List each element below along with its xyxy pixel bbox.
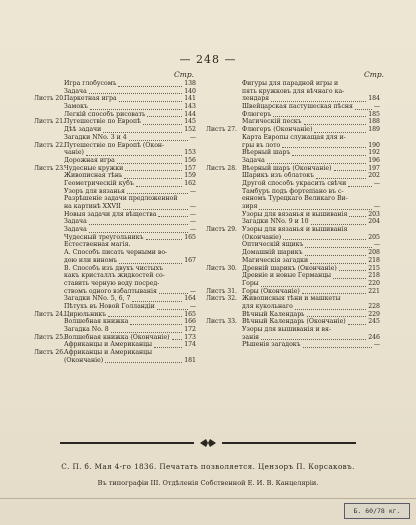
entry-page: 229 [368, 310, 380, 318]
leader-dots [129, 134, 188, 141]
entry-page: 144 [184, 110, 196, 118]
leader-dots [89, 226, 188, 233]
toc-entry [206, 134, 380, 142]
leader-dots [348, 318, 366, 325]
entry-page: 197 [368, 164, 380, 172]
entry-title: Магическій пескъ [242, 118, 302, 126]
toc-entry [34, 249, 196, 257]
leader-dots [267, 157, 366, 164]
toc-entry [34, 172, 196, 180]
toc-entry [206, 234, 380, 242]
entry-title: Древніе и новые Германцы [242, 272, 332, 280]
leader-dots [154, 341, 182, 348]
leader-dots [310, 257, 366, 264]
entry-title: Загадки NNо. 3 и 4 [64, 133, 127, 141]
toc-entry [206, 341, 380, 349]
entry-page: 156 [184, 156, 196, 164]
sheet-label: Листъ 30. [206, 264, 237, 272]
toc-entry [206, 241, 380, 249]
entry-page: 246 [368, 333, 380, 341]
entry-title: Задача [64, 226, 87, 234]
toc-entry [206, 311, 380, 319]
sheet-label: Листъ 33. [206, 318, 237, 326]
leader-dots [125, 165, 182, 172]
leader-dots [305, 241, 372, 248]
toc-entry [34, 234, 196, 242]
page-number: — 248 — [179, 53, 237, 66]
entry-page: — [189, 187, 196, 195]
toc-entry [206, 203, 380, 211]
toc-entry [206, 126, 380, 134]
sheet-label: Листъ 29. [206, 226, 237, 234]
entry-page: 145 [184, 118, 196, 126]
entry-title: Магическія загадки [242, 256, 309, 264]
toc-entry [34, 265, 196, 273]
sheet-label: Листъ 28. [206, 164, 237, 172]
entry-title: Задача [242, 156, 265, 164]
entry-title: Африканцы и Американцы [64, 341, 153, 349]
toc-entry [34, 118, 196, 126]
entry-title: Вѣерный шаръ (Окончаніе) [242, 164, 332, 172]
entry-title: Древній шарикъ (Окончаніе) [242, 264, 337, 272]
entry-title: Пѣтухъ въ Новой Голландіи [64, 302, 155, 310]
entry-page: 185 [368, 110, 380, 118]
toc-entry [34, 334, 196, 342]
entry-title: Рѣшенія загадокъ [242, 341, 301, 349]
toc-entry [34, 180, 196, 188]
toc-entry [206, 172, 380, 180]
entry-title: гры въ лото [242, 141, 281, 149]
entry-title: енномъ Турецкаго Великаго Ви- [242, 195, 348, 203]
toc-entry [206, 226, 380, 234]
right-column [206, 80, 380, 349]
leader-dots [283, 234, 366, 241]
entry-title: Оптическій ящикъ [242, 241, 304, 249]
entry-title: Игра глобусомъ [64, 80, 117, 87]
leader-dots [89, 218, 188, 225]
toc-entry [206, 95, 380, 103]
toc-entry [34, 218, 196, 226]
toc-entry [34, 111, 196, 119]
entry-title: (Окончаніе) [242, 233, 282, 241]
leader-dots [339, 265, 366, 272]
entry-title: Вѣерный шаръ [242, 149, 291, 157]
leader-dots [307, 311, 366, 318]
leader-dots [261, 280, 366, 287]
toc-entry [34, 142, 196, 150]
left-column-page-label: Стр. [174, 70, 195, 79]
leader-dots [105, 357, 182, 364]
entry-page: — [189, 302, 196, 310]
entry-page: 204 [368, 218, 380, 226]
imprimatur-line: С. П. б. Мая 4-го 1836. Печатать позволяется. Цензоръ П. Корсаковъ. [61, 462, 355, 471]
entry-title: Домашній шарикъ [242, 249, 303, 257]
ornament-icon [200, 438, 216, 448]
entry-page: 162 [184, 179, 196, 187]
leader-dots [273, 111, 366, 118]
entry-title: Задача [64, 87, 87, 95]
toc-entry [34, 272, 196, 280]
entry-title: Фигуры для парадной игры и [242, 80, 339, 87]
entry-page: 205 [368, 233, 380, 241]
entry-title: чаніе) [64, 149, 84, 157]
leader-dots [132, 295, 182, 302]
entry-title: Горы [242, 279, 259, 287]
entry-page: 138 [184, 80, 196, 87]
leader-dots [304, 118, 366, 125]
leader-dots [89, 88, 182, 95]
leader-dots [124, 172, 182, 179]
toc-entry [206, 295, 380, 303]
entry-page: 190 [368, 141, 380, 149]
entry-title: Разрѣшеніе задачи предложенной [64, 195, 178, 203]
bottom-rule [0, 498, 416, 499]
toc-entry [206, 88, 380, 96]
entry-title: Карта Европы служащая для и- [242, 133, 346, 141]
entry-title: занія [242, 333, 260, 341]
entry-title: Живописныя тѣни и машкеты [242, 295, 341, 303]
toc-entry [206, 157, 380, 165]
toc-entry [206, 149, 380, 157]
entry-title: Путешествіе по Европѣ (Окон- [64, 141, 165, 149]
entry-page: 140 [184, 87, 196, 95]
leader-dots [261, 334, 366, 341]
entry-page: 167 [184, 256, 196, 264]
entry-title: Другой способъ украсить свѣчи [242, 179, 347, 187]
toc-entry [206, 165, 380, 173]
entry-title: Швейцарская пастушеская пѣсня [242, 103, 353, 111]
entry-page: 164 [184, 295, 196, 303]
leader-dots [143, 118, 182, 125]
toc-entry [34, 280, 196, 288]
entry-page: — [189, 218, 196, 226]
entry-title: Горы (Окончаніе) [242, 287, 300, 295]
toc-entry [34, 341, 196, 349]
entry-page: — [189, 133, 196, 141]
leader-dots [86, 149, 182, 156]
toc-entry [34, 203, 196, 211]
leader-dots [333, 272, 366, 279]
leader-dots [119, 257, 182, 264]
toc-entry [206, 265, 380, 273]
entry-page: 174 [184, 341, 196, 349]
leader-dots [118, 80, 182, 87]
entry-page: — [189, 203, 196, 210]
leader-dots [349, 211, 366, 218]
leader-dots [146, 234, 182, 241]
toc-entry [34, 318, 196, 326]
leader-dots [316, 172, 366, 179]
toc-entry [34, 195, 196, 203]
entry-title: Паркетная игра [64, 95, 117, 103]
entry-title: зиря [242, 203, 258, 210]
entry-title: Живописная тѣнь [64, 172, 123, 180]
toc-entry [34, 103, 196, 111]
left-column [34, 80, 196, 364]
entry-page: 181 [184, 356, 196, 364]
entry-page: 184 [368, 95, 380, 103]
printer-line: Въ типографіи III. Отдѣленія Собственной Е. И. В. Канцеляріи. [97, 479, 319, 487]
entry-page: — [189, 287, 196, 295]
toc-entry [206, 188, 380, 196]
entry-page: 221 [368, 287, 380, 295]
entry-page: 215 [368, 264, 380, 272]
toc-entry [34, 295, 196, 303]
entry-title: дою или виномъ [64, 256, 118, 264]
leader-dots [159, 288, 188, 295]
entry-page: 153 [184, 149, 196, 157]
sheet-label: Листъ 24. [34, 310, 65, 318]
toc-entry [206, 218, 380, 226]
entry-page: 159 [184, 172, 196, 180]
leader-dots [157, 303, 188, 310]
entry-title: пять кружковъ для вѣчнаго ка- [242, 87, 345, 95]
entry-title: ствомъ одного взбалтыванія [64, 287, 157, 295]
sheet-label: Листъ 25. [34, 333, 65, 341]
toc-entry [34, 357, 196, 365]
ornament-divider [60, 438, 356, 448]
leader-dots [123, 203, 188, 210]
toc-entry [34, 349, 196, 357]
entry-title: Волшебная книжка (Окончаніе) [64, 333, 170, 341]
toc-entry [206, 103, 380, 111]
toc-entry [34, 288, 196, 296]
toc-entry [206, 280, 380, 288]
entry-title: Узоръ для вязанья [64, 187, 125, 195]
toc-entry [34, 165, 196, 173]
leader-dots [103, 126, 182, 133]
sheet-label: Листъ 23. [34, 164, 65, 172]
entry-page: 218 [368, 272, 380, 280]
toc-entry [34, 211, 196, 219]
entry-title: Геометрическій кубъ [64, 179, 134, 187]
library-stamp: Б. 60/78 кг. [344, 503, 410, 519]
toc-entry [34, 149, 196, 157]
toc-entry [206, 334, 380, 342]
toc-entry [34, 241, 196, 249]
toc-entry [34, 134, 196, 142]
entry-title: Дорожная игра [64, 156, 115, 164]
leader-dots [292, 149, 366, 156]
entry-page: — [189, 226, 196, 234]
toc-entry [206, 272, 380, 280]
entry-title: на картинѣ XXVII [64, 203, 121, 210]
entry-page: 228 [368, 302, 380, 310]
leader-dots [127, 188, 188, 195]
entry-title: Шарикъ изъ облатокъ [242, 172, 315, 180]
toc-entry [34, 188, 196, 196]
leader-dots [311, 218, 366, 225]
entry-title: Естественная магія. [64, 241, 131, 249]
toc-entry [206, 326, 380, 334]
leader-dots [302, 288, 366, 295]
entry-page: 172 [184, 326, 196, 333]
entry-title: Волшебная книжка [64, 318, 129, 326]
leader-dots [305, 249, 366, 256]
entry-page: — [373, 203, 380, 210]
leader-dots [158, 211, 188, 218]
leader-dots [147, 111, 182, 118]
toc-entry [206, 303, 380, 311]
entry-page: 189 [368, 126, 380, 134]
entry-title: Загадки NNо. 5, 6, 7 [64, 295, 131, 303]
sheet-label: Листъ 26. [34, 349, 65, 357]
entry-title: какъ кристаллъ жидкостей со- [64, 272, 165, 280]
entry-page: 152 [184, 126, 196, 134]
entry-title: Вѣчный Календарь (Окончаніе) [242, 318, 346, 326]
entry-title: для кукольнаго [242, 302, 293, 310]
entry-page: 208 [368, 249, 380, 257]
right-column-page-label: Стр. [364, 70, 385, 79]
leader-dots [334, 165, 366, 172]
leader-dots [271, 95, 366, 102]
entry-page: — [373, 179, 380, 187]
toc-entry [34, 303, 196, 311]
entry-page: 165 [184, 310, 196, 318]
entry-page: — [373, 341, 380, 349]
leader-dots [111, 326, 182, 333]
toc-entry [34, 88, 196, 96]
entry-title: А. Способъ писать черными во- [64, 249, 168, 257]
toc-entry [206, 249, 380, 257]
entry-title: Вѣчный Календарь [242, 310, 305, 318]
entry-title: лендаря [242, 95, 270, 103]
entry-page: — [373, 241, 380, 249]
sheet-label: Листъ 32. [206, 295, 237, 303]
entry-page: — [373, 103, 380, 111]
entry-title: Задача [64, 218, 87, 226]
entry-page: 203 [368, 210, 380, 218]
entry-page: 157 [184, 164, 196, 172]
entry-page: 220 [368, 279, 380, 287]
entry-title: Путешествіе по Европѣ [64, 118, 141, 126]
entry-title: Флюгеръ [242, 110, 272, 118]
sheet-label: Листъ 20. [34, 95, 65, 103]
entry-title: Узоры для вязанья и вышиванія [242, 210, 348, 218]
toc-entry [34, 226, 196, 234]
toc-entry [34, 80, 196, 88]
toc-entry [34, 326, 196, 334]
sheet-label: Листъ 31. [206, 287, 237, 295]
leader-dots [172, 334, 182, 341]
entry-title: Загадки NNо. 9 и 10 [242, 218, 309, 226]
entry-page: 141 [184, 95, 196, 103]
entry-title: (Окончаніе) [64, 356, 104, 364]
entry-title: Африканцы и Американцы [64, 349, 153, 357]
leader-dots [282, 142, 366, 149]
entry-page: 196 [368, 156, 380, 164]
entry-title: Легкій способъ рисовать [64, 110, 146, 118]
leader-dots [355, 103, 372, 110]
toc-entry [206, 257, 380, 265]
entry-page: 202 [368, 172, 380, 180]
entry-page: 192 [368, 149, 380, 157]
entry-page: 166 [184, 318, 196, 326]
entry-title: Новыя задачи для вѣщества [64, 210, 157, 218]
leader-dots [303, 341, 372, 348]
toc-entry [34, 157, 196, 165]
toc-entry [34, 257, 196, 265]
entry-page: — [189, 210, 196, 218]
entry-title: Дѣѣ задачи [64, 126, 102, 134]
toc-entry [206, 118, 380, 126]
leader-dots [90, 103, 182, 110]
leader-dots [117, 157, 182, 164]
entry-title: Замокъ [64, 103, 88, 111]
entry-title: В. Способъ изъ двухъ чистыхъ [64, 264, 164, 272]
sheet-label: Листъ 27. [206, 126, 237, 134]
leader-dots [314, 126, 366, 133]
entry-title: Загадка No. 8 [64, 326, 109, 333]
entry-title: Узоры для вязанья и вышиванія [242, 226, 348, 234]
toc-entry [34, 126, 196, 134]
entry-title: Тамбуръ подъ фортепіано въ с- [242, 187, 344, 195]
entry-title: Узоры для вышиванія и вя- [242, 326, 332, 333]
entry-title: Чудесный треугольникъ [64, 233, 144, 241]
leader-dots [259, 203, 372, 210]
leader-dots [295, 303, 366, 310]
sheet-label: Листъ 21. [34, 118, 65, 126]
toc-entry [34, 311, 196, 319]
entry-page: 218 [368, 256, 380, 264]
leader-dots [130, 318, 182, 325]
sheet-label: Листъ 22. [34, 141, 65, 149]
leader-dots [136, 180, 182, 187]
entry-page: 173 [184, 333, 196, 341]
toc-entry [206, 142, 380, 150]
entry-page: 165 [184, 233, 196, 241]
entry-title: Цирюльникъ [64, 310, 107, 318]
leader-dots [348, 180, 372, 187]
entry-title: ставить черную воду посред- [64, 279, 160, 287]
toc-entry [206, 288, 380, 296]
leader-dots [119, 95, 182, 102]
entry-page: 188 [368, 118, 380, 126]
entry-title: Флюгеръ (Окончаніе) [242, 126, 313, 134]
entry-title: Чудесные кружки [64, 164, 124, 172]
toc-entry [34, 95, 196, 103]
toc-entry [206, 180, 380, 188]
entry-page: 143 [184, 103, 196, 111]
toc-entry [206, 80, 380, 88]
entry-page: 245 [368, 318, 380, 326]
toc-entry [206, 318, 380, 326]
leader-dots [108, 311, 182, 318]
toc-entry [206, 195, 380, 203]
toc-entry [206, 111, 380, 119]
toc-entry [206, 211, 380, 219]
